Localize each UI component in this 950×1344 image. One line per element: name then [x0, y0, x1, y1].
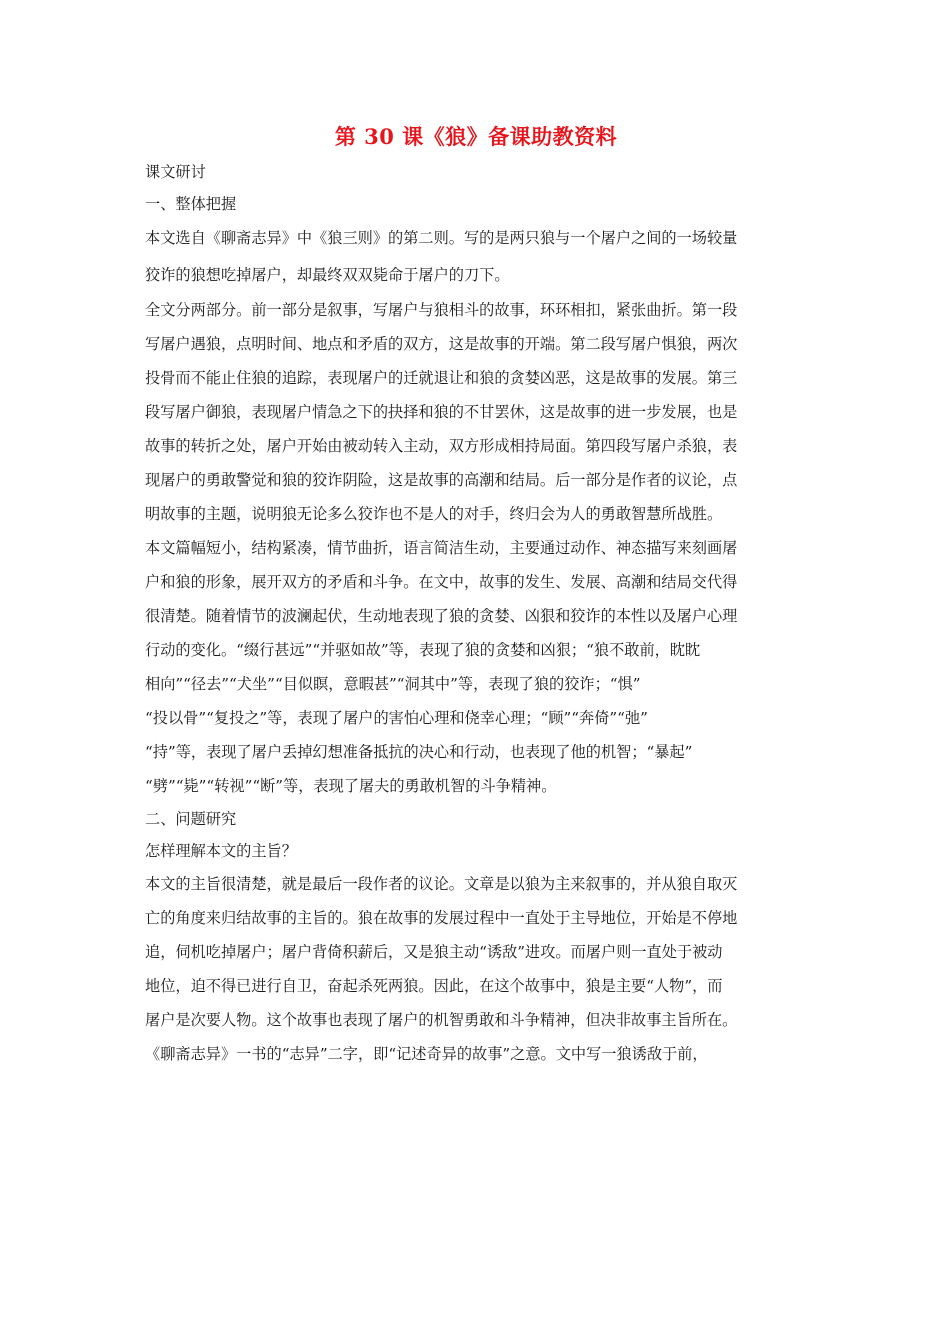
text-line: 狡诈的狼想吃掉屠户，却最终双双毙命于屠户的刀下。 — [145, 265, 510, 284]
part2-heading: 二、问题研究 — [145, 810, 237, 828]
text-line: 本文选自《聊斋志异》中《狼三则》的第二则。写的是两只狼与一个屠户之间的一场较量 — [145, 229, 738, 247]
text-line: 户和狼的形象，展开双方的矛盾和斗争。在文中，故事的发生、发展、高潮和结局交代得 — [145, 573, 738, 591]
text-line: 段写屠户御狼，表现屠户情急之下的抉择和狼的不甘罢休，这是故事的进一步发展，也是 — [145, 403, 738, 421]
document-title: 第 30 课《狼》备课助教资料 — [334, 124, 618, 149]
text-line: 明故事的主题，说明狼无论多么狡诈也不是人的对手，终归会为人的勇敢智慧所战胜。 — [145, 505, 723, 523]
text-line: 很清楚。随着情节的波澜起伏，生动地表现了狼的贪婪、凶狠和狡诈的本性以及屠户心理 — [145, 607, 738, 625]
text-line: 写屠户遇狼，点明时间、地点和矛盾的双方，这是故事的开端。第二段写屠户惧狼，两次 — [145, 335, 738, 353]
text-line: 本文篇幅短小，结构紧凑，情节曲折，语言简洁生动，主要通过动作、神态描写来刻画屠 — [145, 539, 738, 557]
paragraph-style — [145, 531, 807, 803]
text-line: 《聊斋志异》一书的“志异”二字，即“记述奇异的故事”之意。文中写一狼诱敌于前， — [145, 1045, 708, 1063]
text-line: 全文分两部分。前一部分是叙事，写屠户与狼相斗的故事，环环相扣，紧张曲折。第一段 — [145, 301, 738, 319]
text-line: “持”等，表现了屠户丢掉幻想准备抵抗的决心和行动，也表现了他的机智；“暴起” — [145, 743, 693, 761]
text-line: 亡的角度来归结故事的主旨的。狼在故事的发展过程中一直处于主导地位，开始是不停地 — [145, 909, 738, 927]
text-line: “投以骨”“复投之”等，表现了屠户的害怕心理和侥幸心理；“顾”“奔倚”“弛” — [145, 709, 648, 727]
paragraph-structure — [145, 293, 807, 531]
text-line: “劈”“毙”“转视”“断”等，表现了屠夫的勇敢机智的斗争精神。 — [145, 777, 557, 795]
text-line: 相向”“径去”“犬坐”“目似瞑，意暇甚”“洞其中”等，表现了狼的狡诈；“惧” — [145, 675, 641, 693]
text-line: 投骨而不能止住狼的追踪，表现屠户的迁就退让和狼的贪婪凶恶，这是故事的发展。第三 — [145, 369, 738, 387]
question-heading: 怎样理解本文的主旨？ — [145, 842, 297, 860]
text-line: 屠户是次要人物。这个故事也表现了屠户的机智勇敢和斗争精神，但决非故事主旨所在。 — [145, 1011, 738, 1029]
text-line: 地位，迫不得已进行自卫，奋起杀死两狼。因此，在这个故事中，狼是主要“人物”，而 — [145, 977, 723, 995]
document-page — [145, 122, 807, 1071]
section-label: 课文研讨 — [145, 163, 206, 181]
paragraph-overview — [145, 220, 807, 293]
paragraph-theme — [145, 867, 807, 1071]
text-line: 现屠户的勇敢警觉和狼的狡诈阴险，这是故事的高潮和结局。后一部分是作者的议论，点 — [145, 471, 738, 489]
text-line: 故事的转折之处，屠户开始由被动转入主动，双方形成相持局面。第四段写屠户杀狼，表 — [145, 437, 738, 455]
part1-heading: 一、整体把握 — [145, 195, 237, 213]
text-line: 行动的变化。“缀行甚远”“并驱如故”等，表现了狼的贪婪和凶狠；“狼不敢前，眈眈 — [145, 641, 701, 659]
text-line: 本文的主旨很清楚，就是最后一段作者的议论。文章是以狼为主来叙事的，并从狼自取灭 — [145, 875, 738, 893]
text-line: 追，伺机吃掉屠户；屠户背倚积薪后，又是狼主动“诱敌”进攻。而屠户则一直处于被动 — [145, 943, 723, 961]
